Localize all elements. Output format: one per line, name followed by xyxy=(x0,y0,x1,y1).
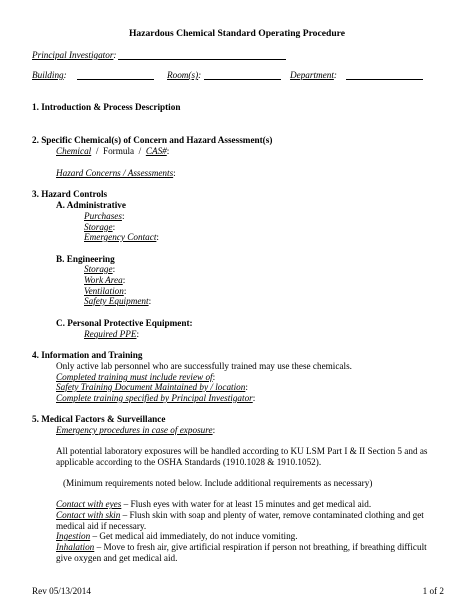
minimum-requirements-note: (Minimum requirements noted below. Include additional requirements as necessary) xyxy=(63,478,373,488)
required-ppe-label: Required PPE xyxy=(84,329,137,339)
eyes-text: – Flush eyes with water for at least 15 minutes and get medical aid. xyxy=(121,499,372,509)
skin-line-2: medical aid if necessary. xyxy=(56,521,147,531)
training-document-line xyxy=(56,382,248,393)
ingestion-text: – Get medical aid immediately, do not induce vomiting. xyxy=(90,531,298,541)
skin-text: – Flush skin with soap and plenty of water, remove contaminated clothing and get xyxy=(120,510,424,520)
eng-storage-colon: : xyxy=(112,264,116,274)
training-document-colon: : xyxy=(245,382,248,392)
inhalation-line-2: give oxygen and get medical aid. xyxy=(56,553,178,563)
work-area-label: Work Area xyxy=(84,275,123,285)
section-5-heading: 5. Medical Factors & Surveillance xyxy=(32,414,166,424)
section-1-heading: 1. Introduction & Process Description xyxy=(32,102,181,112)
pi-colon: : xyxy=(113,50,117,60)
administrative-heading: A. Administrative xyxy=(56,200,126,210)
emergency-procedures-label: Emergency procedures in case of exposure xyxy=(56,425,213,435)
section-3-heading: 3. Hazard Controls xyxy=(32,189,108,199)
section-2-heading: 2. Specific Chemical(s) of Concern and Hazard Assessment(s) xyxy=(32,135,273,145)
engineering-heading: B. Engineering xyxy=(56,254,115,264)
eng-storage-line xyxy=(84,264,115,275)
hazard-concerns-colon: : xyxy=(173,168,176,178)
required-ppe-line xyxy=(84,329,139,340)
room-label: Room(s) xyxy=(167,70,199,80)
pi-training-line xyxy=(56,393,255,404)
pi-blank-line[interactable] xyxy=(118,59,286,60)
storage-colon: : xyxy=(112,222,116,232)
chemical-line xyxy=(56,146,169,157)
required-ppe-colon: : xyxy=(136,329,140,339)
purchases-colon: : xyxy=(121,211,125,221)
eyes-label: Contact with eyes xyxy=(56,499,122,509)
cas-label: CAS# xyxy=(145,146,167,156)
pi-training-colon: : xyxy=(252,393,256,403)
emergency-contact-colon: : xyxy=(156,232,159,242)
storage-label: Storage xyxy=(84,222,113,232)
department-field xyxy=(290,70,337,81)
exposure-paragraph-line-2: applicable according to the OSHA Standards (1910.1028 & 1910.1052). xyxy=(56,457,322,467)
revision-date: Rev 05/13/2014 xyxy=(32,586,91,596)
page-number: 1 of 2 xyxy=(422,586,444,596)
inhalation-text: – Move to fresh air, give artificial respiration if person not breathing, if breathing difficult xyxy=(94,542,427,552)
work-area-colon: : xyxy=(122,275,126,285)
chemical-colon: : xyxy=(166,146,170,156)
emergency-procedures-colon: : xyxy=(212,425,216,435)
inhalation-label: Inhalation xyxy=(56,542,95,552)
department-blank-line[interactable] xyxy=(346,79,423,80)
emergency-procedures-line xyxy=(56,425,215,436)
pi-training-label: Complete training specified by Principal Investigator xyxy=(56,393,253,403)
training-statement: Only active lab personnel who are successfully trained may use these chemicals. xyxy=(56,361,352,371)
ventilation-label: Ventilation xyxy=(84,286,124,296)
skin-label: Contact with skin xyxy=(56,510,121,520)
safety-equipment-label: Safety Equipment xyxy=(84,296,149,306)
section-4-heading: 4. Information and Training xyxy=(32,350,143,360)
department-colon: : xyxy=(333,70,337,80)
page-title: Hazardous Chemical Standard Operating Procedure xyxy=(128,28,346,39)
building-colon: : xyxy=(63,70,67,80)
building-field xyxy=(32,70,67,81)
eyes-line xyxy=(56,499,371,510)
building-blank-line[interactable] xyxy=(77,79,154,80)
ingestion-line xyxy=(56,531,298,542)
room-colon: : xyxy=(198,70,202,80)
chemical-label: Chemical xyxy=(56,146,92,156)
exposure-paragraph-line-1: All potential laboratory exposures will be handled according to KU LSM Part I & II Section 5 and as xyxy=(56,446,428,456)
training-document-label: Safety Training Document Maintained by / location xyxy=(56,382,246,392)
purchases-label: Purchases xyxy=(84,211,122,221)
ventilation-colon: : xyxy=(123,286,127,296)
ppe-heading: C. Personal Protective Equipment: xyxy=(56,318,193,328)
room-field xyxy=(167,70,201,81)
room-blank-line[interactable] xyxy=(204,79,281,80)
inhalation-line xyxy=(56,542,427,553)
completed-training-label: Completed training must include review of xyxy=(56,372,213,382)
safety-equipment-line xyxy=(84,296,151,307)
hazard-concerns-line xyxy=(56,168,176,179)
skin-line xyxy=(56,510,424,521)
hazard-concerns-label: Hazard Concerns / Assessments xyxy=(56,168,174,178)
department-label: Department xyxy=(290,70,334,80)
completed-training-colon: : xyxy=(212,372,216,382)
purchases-line xyxy=(84,211,125,222)
pi-label: Principal Investigator xyxy=(32,50,114,60)
emergency-contact-label: Emergency Contact xyxy=(84,232,157,242)
eng-storage-label: Storage xyxy=(84,264,113,274)
safety-equipment-colon: : xyxy=(148,296,152,306)
pi-field xyxy=(32,50,116,61)
formula-label: / Formula / xyxy=(91,146,146,156)
building-label: Building xyxy=(32,70,64,80)
emergency-contact-line xyxy=(84,232,159,243)
ingestion-label: Ingestion xyxy=(56,531,91,541)
work-area-line xyxy=(84,275,125,286)
